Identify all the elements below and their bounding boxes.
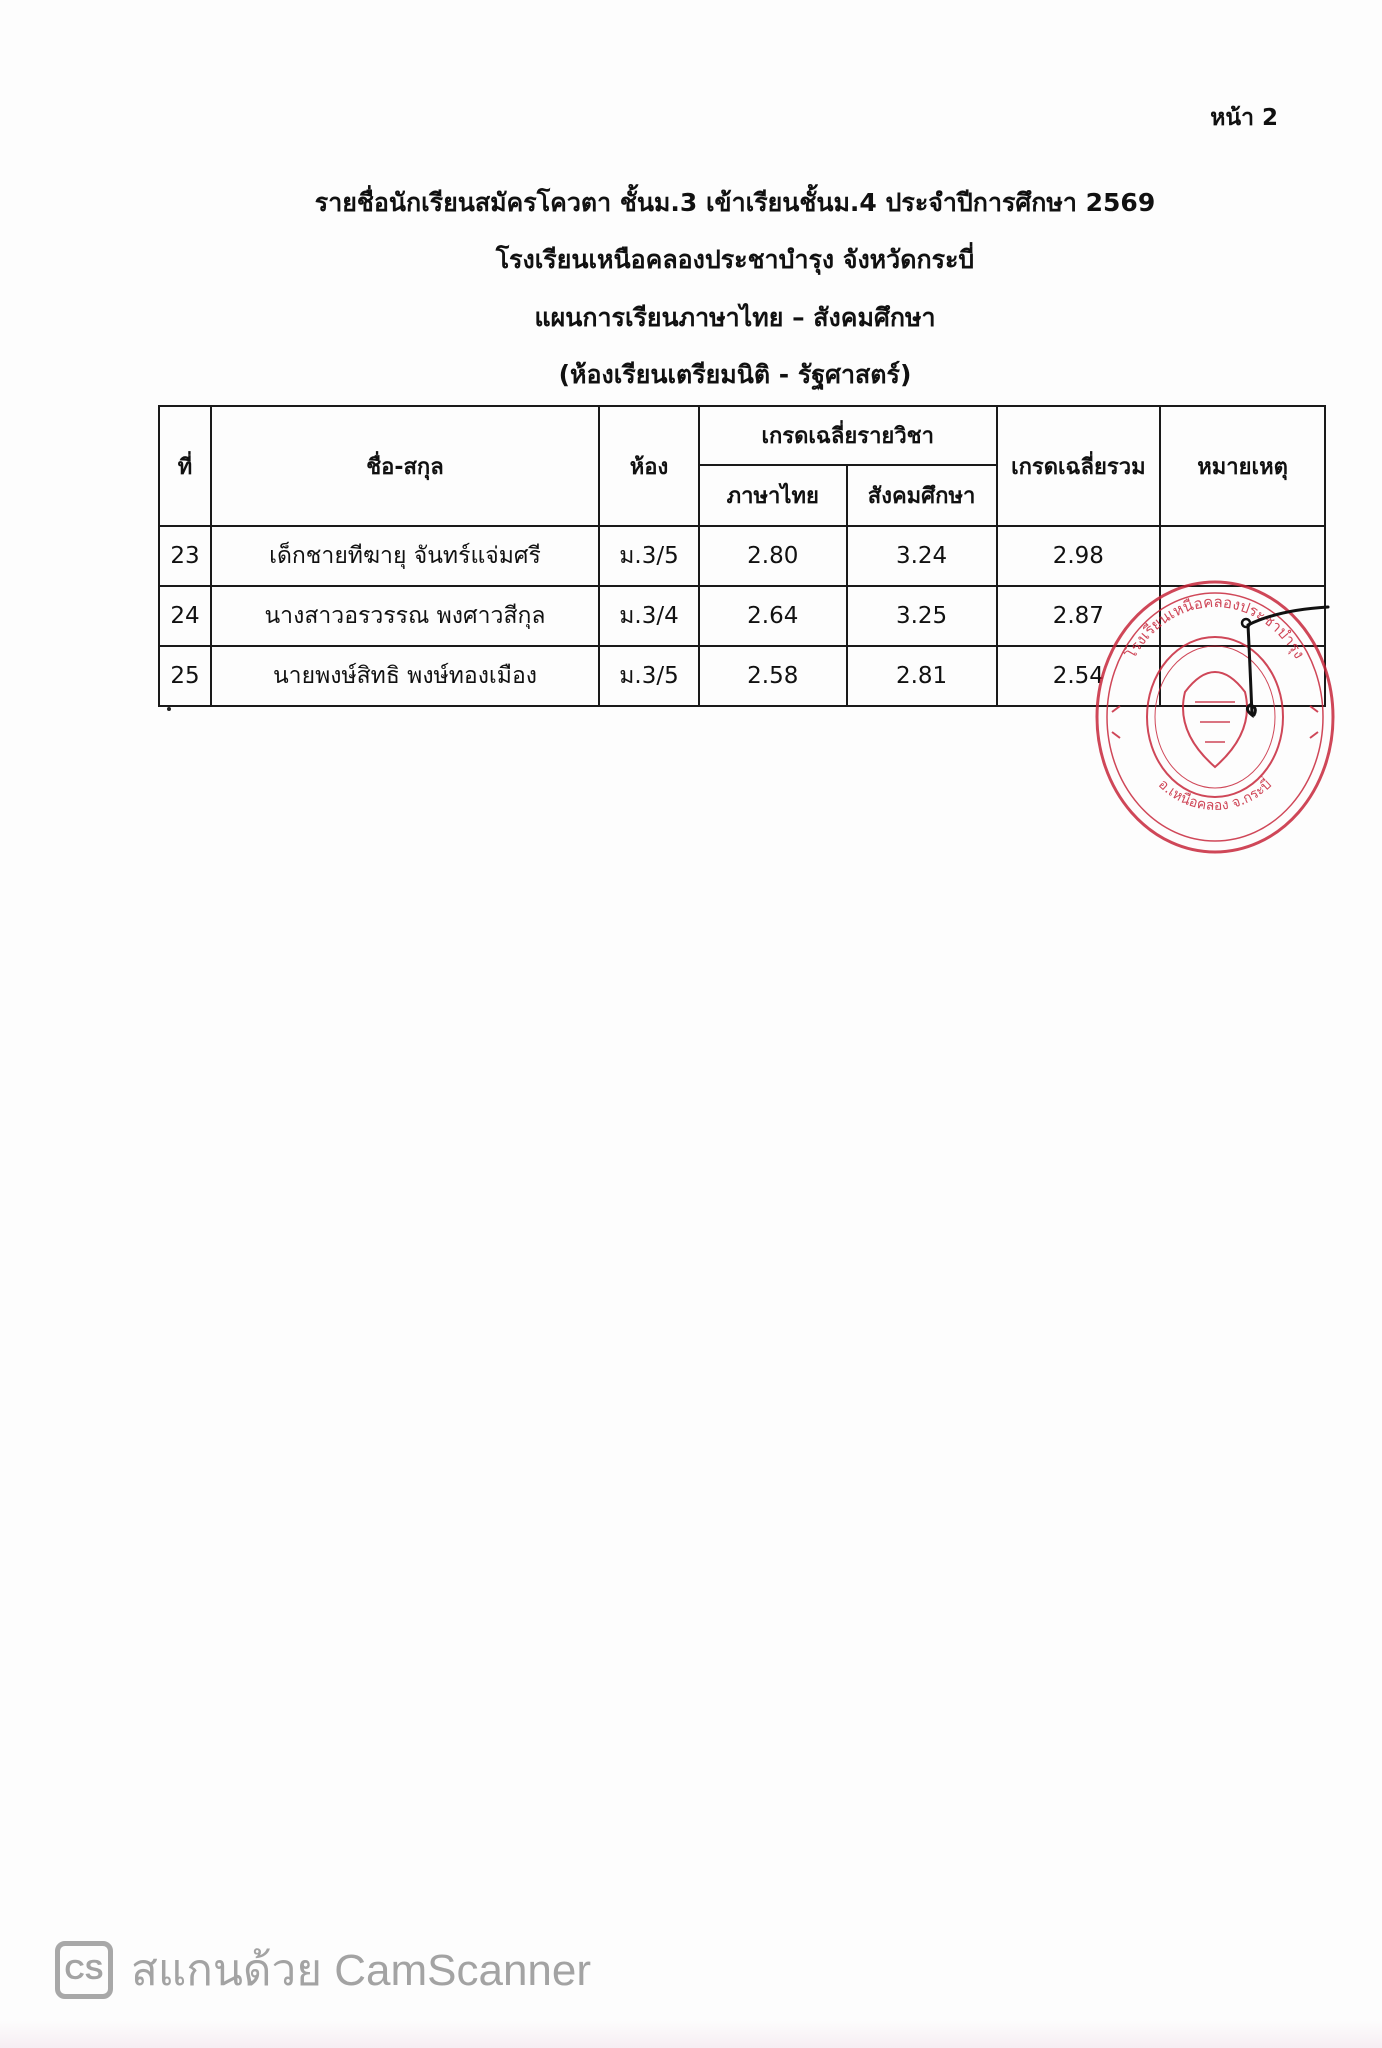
room: ม.3/5	[599, 646, 699, 706]
overall-grade: 2.87	[997, 586, 1161, 646]
stamp-top-text: โรงเรียนเหนือคลองประชาบำรุง	[1121, 592, 1309, 662]
header-name: ชื่อ-สกุล	[211, 406, 599, 526]
camscanner-watermark	[55, 1935, 591, 2005]
header-subject-average: เกรดเฉลี่ยรายวิชา	[699, 406, 997, 465]
social-grade: 2.81	[847, 646, 997, 706]
header-remarks: หมายเหตุ	[1160, 406, 1325, 526]
thai-grade: 2.80	[699, 526, 847, 586]
student-grade-table	[158, 405, 1326, 707]
overall-grade: 2.54	[997, 646, 1161, 706]
table-row	[159, 526, 1325, 586]
scan-edge-tint	[0, 2020, 1382, 2048]
class-track: (ห้องเรียนเตรียมนิติ - รัฐศาสตร์)	[558, 360, 912, 389]
document-title: รายชื่อนักเรียนสมัครโควตา ชั้นม.3 เข้าเรียนชั้นม.4 ประจำปีการศึกษา 2569	[314, 188, 1156, 217]
thai-grade: 2.58	[699, 646, 847, 706]
remarks	[1160, 586, 1325, 646]
remarks	[1160, 646, 1325, 706]
camscanner-logo-icon: CS	[55, 1941, 113, 1999]
social-grade: 3.24	[847, 526, 997, 586]
student-name: นายพงษ์สิทธิ พงษ์ทองเมือง	[211, 646, 599, 706]
header-social-studies: สังคมศึกษา	[847, 465, 997, 526]
page-number: หน้า 2	[1210, 105, 1278, 131]
svg-text:อ.เหนือคลอง จ.กระบี่	[1155, 775, 1275, 814]
header-thai: ภาษาไทย	[699, 465, 847, 526]
watermark-text: สแกนด้วย CamScanner	[131, 1946, 592, 1995]
school-name: โรงเรียนเหนือคลองประชาบำรุง จังหวัดกระบี่	[495, 245, 975, 274]
stamp-bottom-text: อ.เหนือคลอง จ.กระบี่	[1155, 776, 1275, 815]
student-name: นางสาวอรวรรณ พงศาวสีกุล	[211, 586, 599, 646]
study-plan: แผนการเรียนภาษาไทย – สังคมศึกษา	[534, 303, 936, 332]
stray-dot	[167, 707, 171, 711]
room: ม.3/4	[599, 586, 699, 646]
header-overall-average: เกรดเฉลี่ยรวม	[997, 406, 1161, 526]
row-no: 24	[159, 586, 211, 646]
header-no: ที่	[159, 406, 211, 526]
table-row	[159, 586, 1325, 646]
room: ม.3/5	[599, 526, 699, 586]
overall-grade: 2.98	[997, 526, 1161, 586]
row-no: 23	[159, 526, 211, 586]
table-row	[159, 646, 1325, 706]
thai-grade: 2.64	[699, 586, 847, 646]
student-name: เด็กชายทีฆายุ จันทร์แจ่มศรี	[211, 526, 599, 586]
header-room: ห้อง	[599, 406, 699, 526]
remarks	[1160, 526, 1325, 586]
row-no: 25	[159, 646, 211, 706]
social-grade: 3.25	[847, 586, 997, 646]
